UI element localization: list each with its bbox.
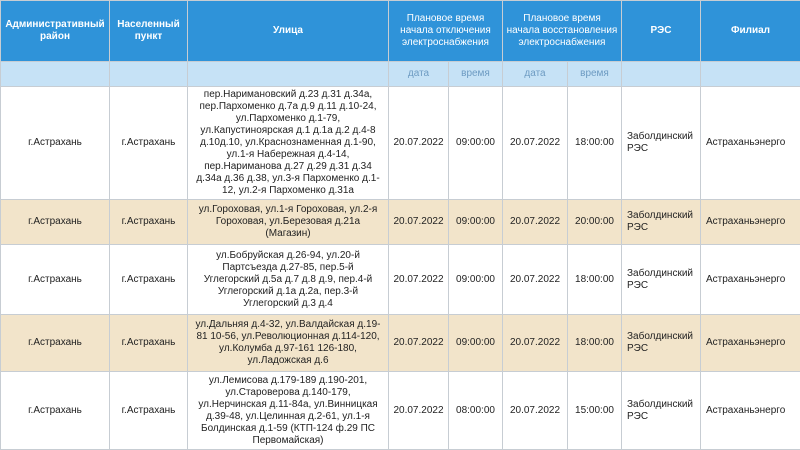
header-district: Административный район	[1, 1, 110, 62]
cell-branch: Астраханьэнерго	[701, 245, 800, 315]
cell-street: пер.Наримановский д.23 д.31 д.34а, пер.Пархоменко д.7а д.9 д.11 д.10-24, ул.Пархоменко д.1-79, ул.Капустиноярская д.1 д.1а д.2 д.4-8 д.10д.10, ул.Краснознаменная д.1-90, ул.1-я Набережная д.4-14, пер.Нариманова д.27 д.29 д.31 д.34 д.34а д.36 д.38, ул.3-я Пархоменко д.1-12, ул.2-я Пархоменко д.31а	[188, 87, 389, 200]
cell-on-date: 20.07.2022	[503, 200, 568, 245]
cell-settlement: г.Астрахань	[110, 87, 188, 200]
cell-street: ул.Лемисова д.179-189 д.190-201, ул.Староверова д.140-179, ул.Нерчинская д.11-84а, ул.Винницкая д.39-48, ул.Целинная д.2-61, ул.1-я Болдинская д.1-59 (КТП-124 ф.29 ПС Первомайская)	[188, 372, 389, 450]
cell-on-time: 18:00:00	[568, 245, 622, 315]
table-subheader-row	[1, 62, 800, 87]
cell-off-date: 20.07.2022	[389, 245, 449, 315]
subheader-off-date: дата	[389, 62, 449, 87]
cell-res: Заболдинский РЭС	[622, 200, 701, 245]
table-row	[1, 315, 800, 372]
cell-off-time: 08:00:00	[449, 372, 503, 450]
cell-off-date: 20.07.2022	[389, 87, 449, 200]
cell-off-time: 09:00:00	[449, 87, 503, 200]
subheader-empty	[110, 62, 188, 87]
header-street: Улица	[188, 1, 389, 62]
header-branch: Филиал	[701, 1, 800, 62]
cell-branch: Астраханьэнерго	[701, 315, 800, 372]
cell-res: Заболдинский РЭС	[622, 245, 701, 315]
cell-on-date: 20.07.2022	[503, 315, 568, 372]
cell-district: г.Астрахань	[1, 87, 110, 200]
header-off-time: Плановое время начала отключения электроснабжения	[389, 1, 503, 62]
header-settlement: Населенный пункт	[110, 1, 188, 62]
cell-res: Заболдинский РЭС	[622, 87, 701, 200]
cell-settlement: г.Астрахань	[110, 245, 188, 315]
cell-street: ул.Бобруйская д.26-94, ул.20-й Партсъезда д.27-85, пер.5-й Углегорский д.5а д.7 д.8 д.9, пер.4-й Углегорский д.1а д.2а, пер.3-й Углегорский д.3 д.4	[188, 245, 389, 315]
subheader-on-date: дата	[503, 62, 568, 87]
table-row	[1, 87, 800, 200]
cell-on-date: 20.07.2022	[503, 245, 568, 315]
cell-district: г.Астрахань	[1, 245, 110, 315]
cell-off-date: 20.07.2022	[389, 200, 449, 245]
cell-district: г.Астрахань	[1, 200, 110, 245]
cell-district: г.Астрахань	[1, 315, 110, 372]
cell-settlement: г.Астрахань	[110, 315, 188, 372]
subheader-empty	[622, 62, 701, 87]
header-res: РЭС	[622, 1, 701, 62]
cell-on-time: 18:00:00	[568, 315, 622, 372]
subheader-empty	[1, 62, 110, 87]
cell-off-date: 20.07.2022	[389, 372, 449, 450]
cell-off-time: 09:00:00	[449, 245, 503, 315]
cell-off-date: 20.07.2022	[389, 315, 449, 372]
table-row	[1, 200, 800, 245]
cell-off-time: 09:00:00	[449, 200, 503, 245]
cell-district: г.Астрахань	[1, 372, 110, 450]
cell-res: Заболдинский РЭС	[622, 372, 701, 450]
cell-branch: Астраханьэнерго	[701, 372, 800, 450]
cell-street: ул.Гороховая, ул.1-я Гороховая, ул.2-я Гороховая, ул.Березовая д.21а (Магазин)	[188, 200, 389, 245]
cell-res: Заболдинский РЭС	[622, 315, 701, 372]
cell-branch: Астраханьэнерго	[701, 87, 800, 200]
table-header-row	[1, 1, 800, 62]
cell-on-date: 20.07.2022	[503, 372, 568, 450]
cell-on-date: 20.07.2022	[503, 87, 568, 200]
cell-on-time: 18:00:00	[568, 87, 622, 200]
table-row	[1, 372, 800, 450]
cell-settlement: г.Астрахань	[110, 372, 188, 450]
header-restore-time: Плановое время начала восстановления электроснабжения	[503, 1, 622, 62]
subheader-empty	[188, 62, 389, 87]
cell-settlement: г.Астрахань	[110, 200, 188, 245]
cell-street: ул.Дальняя д.4-32, ул.Валдайская д.19-81 10-56, ул.Революционная д.114-120, ул.Колумба д.97-161 126-180, ул.Ладожская д.6	[188, 315, 389, 372]
cell-on-time: 20:00:00	[568, 200, 622, 245]
cell-on-time: 15:00:00	[568, 372, 622, 450]
subheader-off-time: время	[449, 62, 503, 87]
table-row	[1, 245, 800, 315]
cell-branch: Астраханьэнерго	[701, 200, 800, 245]
subheader-empty	[701, 62, 800, 87]
cell-off-time: 09:00:00	[449, 315, 503, 372]
subheader-on-time: время	[568, 62, 622, 87]
